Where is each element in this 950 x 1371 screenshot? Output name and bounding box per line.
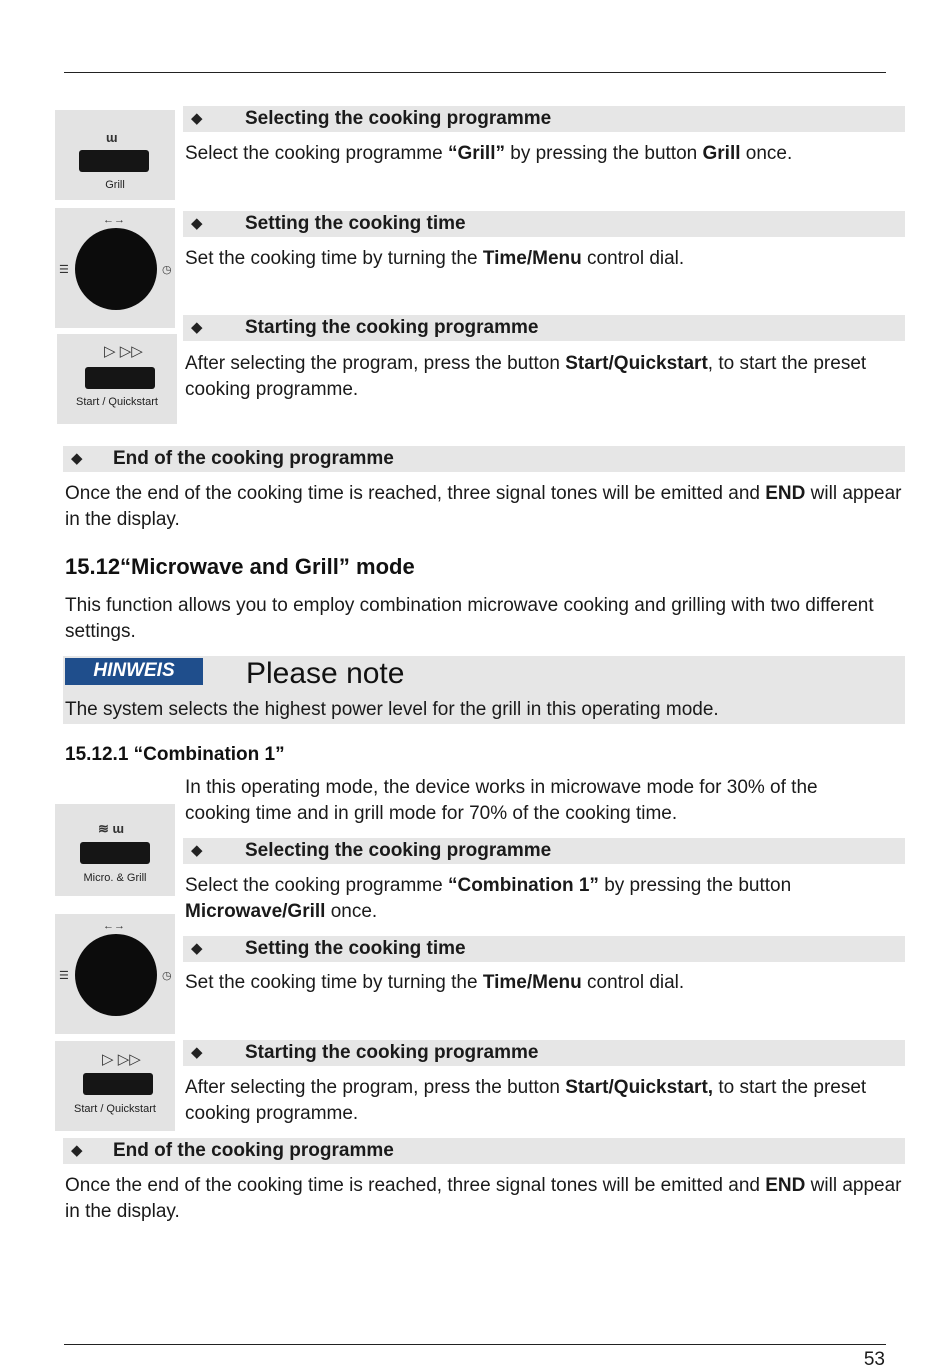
step-time-text-2: Set the cooking time by turning the Time/Menu control dial. <box>185 972 685 993</box>
step-select-text-2: Select the cooking programme “Combination 1” by pressing the button Microwave/Grill once. <box>185 875 792 922</box>
step-heading: Selecting the cooking programme <box>245 108 552 129</box>
step-select-heading-bar-2 <box>183 838 905 864</box>
step-time-heading-bar <box>183 211 905 237</box>
time-menu-dial-panel <box>55 208 175 328</box>
start-button-label: Start / Quickstart <box>76 396 158 408</box>
diamond-bullet-icon: ◆ <box>191 842 203 859</box>
step-heading: End of the cooking programme <box>113 1140 394 1161</box>
step-start-heading-bar <box>183 315 905 341</box>
arrows-icon: ←→ <box>103 920 125 932</box>
micro-grill-button-panel <box>55 804 175 896</box>
step-end-heading-bar-2 <box>63 1138 905 1164</box>
diamond-bullet-icon: ◆ <box>71 450 83 467</box>
step-start-text-2: After selecting the program, press the button Start/Quickstart, to start the preset cooking programme. <box>185 1077 867 1124</box>
step-heading: Starting the cooking programme <box>245 317 539 338</box>
step-end-heading-bar <box>63 446 905 472</box>
bottom-rule <box>64 1344 886 1345</box>
time-menu-dial-panel-2 <box>55 914 175 1034</box>
page-number: 53 <box>863 1349 885 1370</box>
grill-button[interactable] <box>79 150 149 172</box>
section-title: 15.12“Microwave and Grill” mode <box>65 554 415 579</box>
step-heading: Setting the cooking time <box>245 938 466 959</box>
diamond-bullet-icon: ◆ <box>71 1142 83 1159</box>
grill-button-panel <box>55 110 175 200</box>
step-time-heading-bar-2 <box>183 936 905 962</box>
start-quickstart-button[interactable] <box>85 367 155 389</box>
micro-grill-button[interactable] <box>80 842 150 864</box>
step-heading: Starting the cooking programme <box>245 1042 539 1063</box>
subsection-intro: In this operating mode, the device works in microwave mode for 30% of the cooking time and in grill mode for 70% of the cooking time. <box>185 777 818 824</box>
step-heading: End of the cooking programme <box>113 448 394 469</box>
start-quickstart-button-2[interactable] <box>83 1073 153 1095</box>
step-select-text: Select the cooking programme “Grill” by pressing the button Grill once. <box>185 143 793 164</box>
step-end-text-2: Once the end of the cooking time is reached, three signal tones will be emitted and END will appear in the display. <box>65 1175 902 1222</box>
time-menu-dial[interactable] <box>75 228 157 310</box>
start-button-panel <box>57 334 177 424</box>
menu-list-icon: ☰ <box>59 970 69 982</box>
step-select-heading-bar <box>183 106 905 132</box>
micro-grill-button-label: Micro. & Grill <box>83 872 147 884</box>
grill-coil-icon: ɯ <box>106 130 117 145</box>
section-intro: This function allows you to employ combination microwave cooking and grilling with two different settings. <box>65 595 874 642</box>
start-button-label-2: Start / Quickstart <box>74 1103 156 1115</box>
play-fastforward-icon: ▷ ▷▷ <box>104 343 143 360</box>
step-time-text: Set the cooking time by turning the Time/Menu control dial. <box>185 248 685 269</box>
diamond-bullet-icon: ◆ <box>191 319 203 336</box>
step-end-text: Once the end of the cooking time is reached, three signal tones will be emitted and END will appear in the display. <box>65 483 902 530</box>
clock-icon: ◷ <box>162 264 172 276</box>
time-menu-dial-2[interactable] <box>75 934 157 1016</box>
arrows-icon: ←→ <box>103 214 125 226</box>
diamond-bullet-icon: ◆ <box>191 1044 203 1061</box>
grill-button-label: Grill <box>105 179 125 191</box>
hinweis-badge: HINWEIS <box>65 658 203 685</box>
step-start-heading-bar-2 <box>183 1040 905 1066</box>
step-heading: Setting the cooking time <box>245 213 466 234</box>
play-fastforward-icon: ▷ ▷▷ <box>102 1051 141 1068</box>
microwave-waves-and-grill-icon: ≋ ɯ <box>98 821 125 836</box>
step-start-text: After selecting the program, press the button Start/Quickstart, to start the preset cooking programme. <box>185 353 867 400</box>
clock-icon: ◷ <box>162 970 172 982</box>
note-title: Please note <box>246 657 405 690</box>
diamond-bullet-icon: ◆ <box>191 110 203 127</box>
diamond-bullet-icon: ◆ <box>191 215 203 232</box>
start-button-panel-2 <box>55 1041 175 1131</box>
menu-list-icon: ☰ <box>59 264 69 276</box>
note-text: The system selects the highest power level for the grill in this operating mode. <box>65 699 719 720</box>
top-rule <box>64 72 886 73</box>
subsection-title: 15.12.1 “Combination 1” <box>65 744 285 765</box>
diamond-bullet-icon: ◆ <box>191 940 203 957</box>
note-box <box>63 656 905 724</box>
step-heading: Selecting the cooking programme <box>245 840 552 861</box>
